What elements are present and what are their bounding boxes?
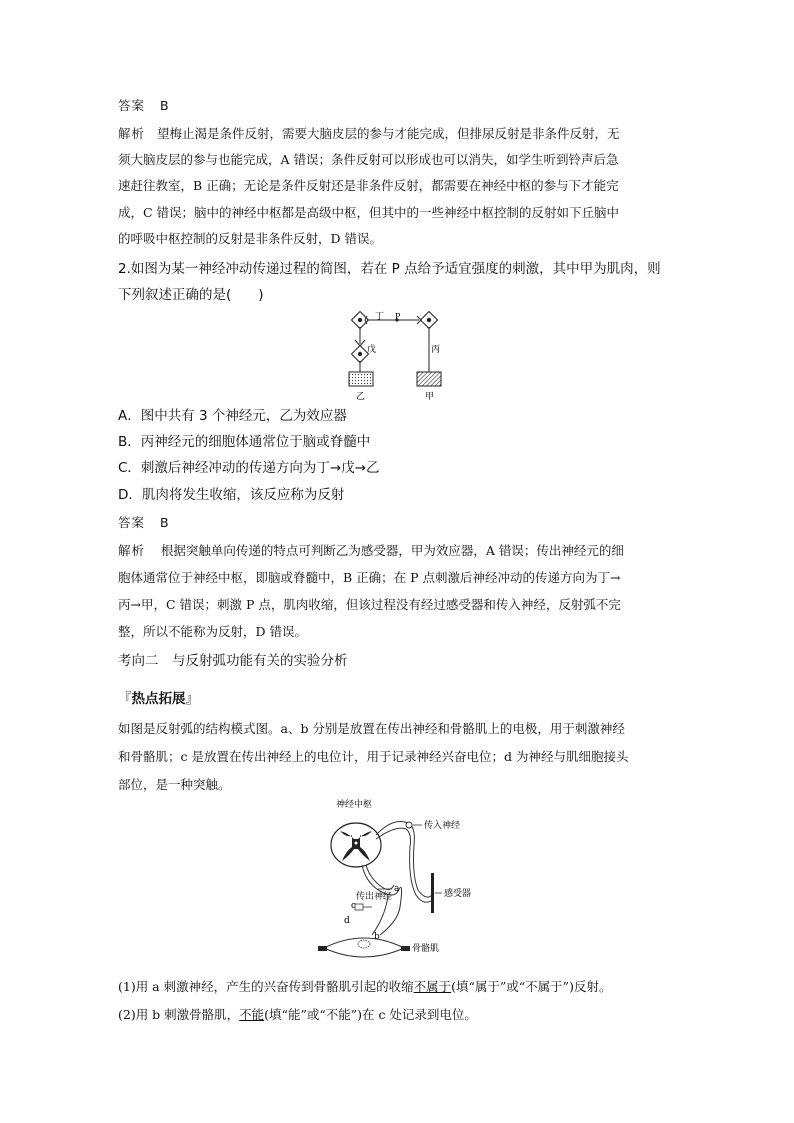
section-intro-line-2: 和骨骼肌；c 是放置在传出神经上的电位计，用于记录神经兴奋电位；d 为神经与肌细胞接头 <box>118 749 629 764</box>
q1-analysis-line-1: 解析 望梅止渴是条件反射，需要大脑皮层的参与才能完成，但排尿反射是非条件反射，无 <box>118 126 620 141</box>
q2-stem-line-2: 下列叙述正确的是( ) <box>118 287 264 303</box>
q2-analysis-line-2: 胞体通常位于神经中枢，即脑或脊髓中，B 正确；在 P 点刺激后神经冲动的传递方向为丁→ <box>118 570 621 585</box>
label-afferent-nerve: 传入神经 <box>424 821 461 831</box>
section-intro-line-1: 如图是反射弧的结构模式图。a、b 分别是放置在传出神经和骨骼肌上的电极，用于刺激神经 <box>118 721 625 736</box>
q1-answer-line <box>118 96 170 116</box>
answer-underlined: 不属于 <box>413 979 452 994</box>
label-skeletal-muscle: 骨骼肌 <box>412 944 440 954</box>
section-intro-line-3: 部位，是一种突触。 <box>118 777 231 792</box>
answer-label: 答案 <box>118 98 146 113</box>
q2-answer-line <box>118 513 170 533</box>
q1-analysis-line-2: 须大脑皮层的参与也能完成，A 错误；条件反射可以形成也可以消失，如学生听到铃声后急 <box>118 152 619 167</box>
q2-analysis-line-1: 解析 根据突触单向传递的特点可判断乙为感受器，甲为效应器，A 错误；传出神经元的细 <box>118 543 624 558</box>
label-receptor: 感受器 <box>444 889 472 899</box>
q2-analysis-line-4: 整，所以不能称为反射，D 错误。 <box>118 624 307 639</box>
q2-analysis-line-3: 丙→甲，C 错误；刺激 P 点，肌肉收缩，但该过程没有经过感受器和传入神经，反射弧不完 <box>118 597 621 612</box>
q2-option-c: C．刺激后神经冲动的传递方向为丁→戊→乙 <box>118 460 380 476</box>
answer-underlined: 不能 <box>239 1007 265 1022</box>
label-jia: 甲 <box>425 392 435 402</box>
q1-analysis-line-4: 成，C 错误；脑中的神经中枢都是高级中枢，但其中的一些神经中枢控制的反射如下丘脑中 <box>118 205 620 220</box>
label-p: P <box>395 312 401 321</box>
label-wu: 戊 <box>367 345 377 355</box>
answer-value: B <box>159 98 170 113</box>
label-a: a <box>394 884 400 894</box>
q2-option-d: D．肌肉将发生收缩，该反应称为反射 <box>118 487 345 503</box>
analysis-label: 解析 <box>118 543 146 558</box>
section-title: 考向二 与反射弧功能有关的实验分析 <box>118 653 348 669</box>
label-ding: 丁 <box>375 312 385 322</box>
q1-analysis-line-3: 速赶往教室，B 正确；无论是条件反射还是非条件反射，都需要在神经中枢的参与下才能完 <box>118 178 619 193</box>
q1-analysis-line-5: 的呼吸中枢控制的反射是非条件反射，D 错误。 <box>118 231 382 246</box>
answer-value: B <box>159 515 170 530</box>
q2-option-b: B．丙神经元的细胞体通常位于脑或脊髓中 <box>118 434 371 450</box>
label-b: b <box>374 932 380 942</box>
label-nerve-center: 神经中枢 <box>336 800 373 810</box>
analysis-label: 解析 <box>118 126 146 141</box>
label-bing: 丙 <box>431 345 441 355</box>
nerve-pathway-figure <box>345 310 455 402</box>
hot-topic-label: 『热点拓展』 <box>118 691 199 707</box>
label-d: d <box>344 916 350 926</box>
label-yi: 乙 <box>356 392 366 402</box>
reflex-arc-figure <box>318 795 488 965</box>
label-efferent-nerve: 传出神经 <box>356 892 393 902</box>
section-question-2: (2)用 b 刺激骨骼肌，不能(填“能”或“不能”)在 c 处记录到电位。 <box>118 1007 477 1022</box>
answer-label: 答案 <box>118 515 146 530</box>
section-question-1: (1)用 a 刺激神经，产生的兴奋传到骨骼肌引起的收缩不属于(填“属于”或“不属于”)反射。 <box>118 979 612 994</box>
q2-option-a: A．图中共有 3 个神经元，乙为效应器 <box>118 408 347 424</box>
label-c: c <box>351 901 357 911</box>
q2-stem-line-1: 2.如图为某一神经冲动传递过程的简图，若在 P 点给予适宜强度的刺激，其中甲为肌肉，则 <box>118 261 661 277</box>
